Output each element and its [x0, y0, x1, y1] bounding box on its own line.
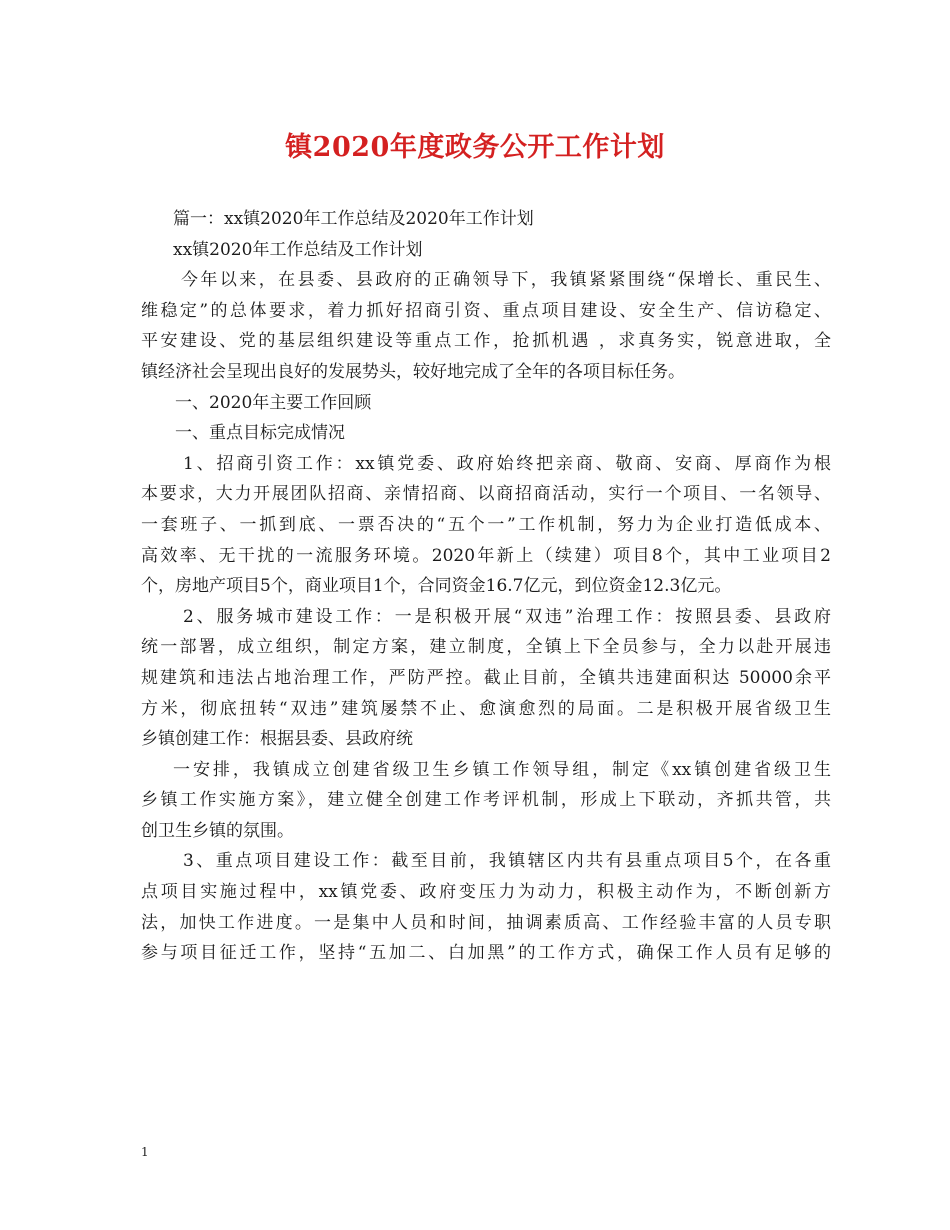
text-line: 法，加快工作进度。一是集中人员和时间，抽调素质高、工作经验丰富的人员专职 [141, 912, 831, 933]
document-title: 镇2020年度政务公开工作计划 [285, 132, 665, 163]
text-line: 一安排，我镇成立创建省级卫生乡镇工作领导组，制定《xx镇创建省级卫生 [173, 759, 831, 780]
text-line: 点项目实施过程中，xx镇党委、政府变压力为动力，积极主动作为，不断创新方 [141, 882, 831, 903]
text-line: 今年以来，在县委、县政府的正确领导下，我镇紧紧围绕“保增长、重民生、 [181, 270, 831, 291]
text-line: 本要求，大力开展团队招商、亲情招商、以商招商活动，实行一个项目、一名领导、 [141, 484, 831, 505]
text-line: 篇一：xx镇2020年工作总结及2020年工作计划 [173, 209, 534, 229]
section-heading: 一、2020年主要工作回顾 [175, 392, 372, 413]
text-line: xx镇2020年工作总结及工作计划 [173, 239, 423, 260]
text-line: 一套班子、一抓到底、一票否决的“五个一”工作机制，努力为企业打造低成本、 [141, 514, 831, 535]
text-line: 方米，彻底扭转“双违”建筑屡禁不止、愈演愈烈的局面。二是积极开展省级卫生 [141, 698, 831, 719]
text-line: 维稳定”的总体要求，着力抓好招商引资、重点项目建设、安全生产、信访稳定、 [141, 300, 831, 321]
text-line: 高效率、无干扰的一流服务环境。2020年新上（续建）项目8个，其中工业项目2 [141, 545, 831, 566]
text-line: 乡镇创建工作：根据县委、县政府统 [141, 729, 413, 750]
page-number: 1 [141, 1145, 149, 1159]
text-line: 3、重点项目建设工作：截至目前，我镇辖区内共有县重点项目5个，在各重 [183, 851, 831, 872]
section-heading: 一、重点目标完成情况 [175, 423, 345, 444]
text-line: 乡镇工作实施方案》，建立健全创建工作考评机制，形成上下联动，齐抓共管，共 [141, 790, 831, 811]
text-line: 规建筑和违法占地治理工作，严防严控。截止目前，全镇共违建面积达 50000余平 [141, 667, 831, 688]
text-line: 参与项目征迁工作，坚持“五加二、白加黑”的工作方式，确保工作人员有足够的 [141, 943, 831, 964]
text-line: 平安建设、党的基层组织建设等重点工作，抢抓机遇 ，求真务实，锐意进取，全 [141, 331, 831, 352]
text-line: 镇经济社会呈现出良好的发展势头，较好地完成了全年的各项目标任务。 [141, 361, 685, 382]
document-body [141, 204, 831, 969]
text-line: 个，房地产项目5个，商业项目1个，合同资金16.7亿元，到位资金12.3亿元。 [141, 576, 732, 597]
text-line: 统一部署，成立组织，制定方案，建立制度，全镇上下全员参与，全力以赴开展违 [141, 637, 831, 658]
text-line: 1、招商引资工作：xx镇党委、政府始终把亲商、敬商、安商、厚商作为根 [183, 453, 831, 474]
text-line: 创卫生乡镇的氛围。 [141, 820, 294, 841]
text-line: 2、服务城市建设工作：一是积极开展“双违”治理工作：按照县委、县政府 [183, 606, 831, 627]
